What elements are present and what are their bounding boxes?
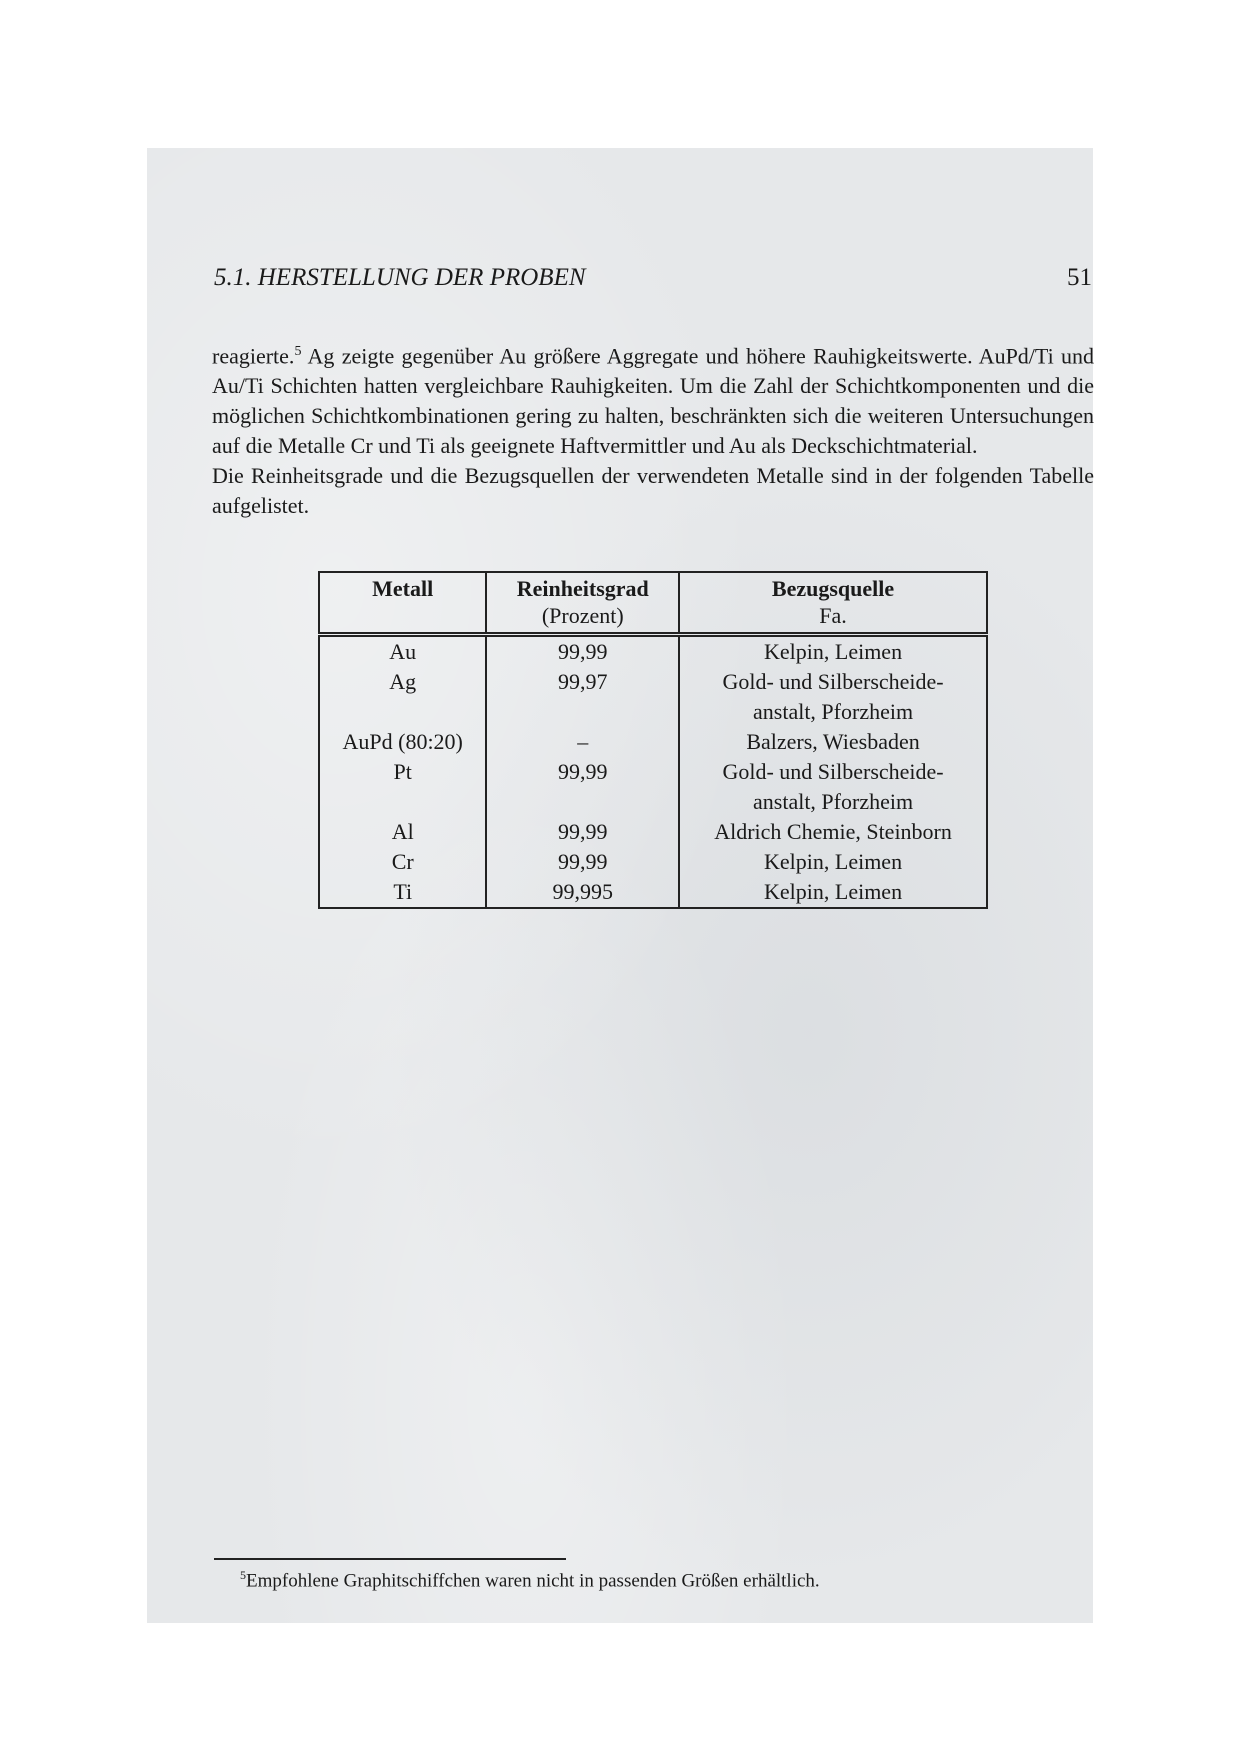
header-purity-label: Reinheitsgrad [516,576,649,601]
page-number: 51 [1067,264,1092,291]
cell-source-line: Gold- und Silberscheide- [722,758,944,784]
cell-source [679,847,987,877]
cell-metal: Pt [319,757,486,817]
paragraph-1-rest: Ag zeigte gegenüber Au größere Aggregate und höhere Rauhigkeitswerte. AuPd/Ti und Au/Ti Schichten hatten vergleichbare Rauhigkeiten. Um die Zahl der Schichtkomponenten und die möglichen Schichtkombinationen gering zu halten, beschränkten sich die weiteren Untersuchungen auf die Metalle Cr und Ti als geeignete Haftvermittler und Au als Deckschichtmaterial. [212,343,1094,459]
cell-purity: 99,99 [486,634,679,667]
cell-metal: Ag [319,667,486,727]
cell-source [679,877,987,908]
section-title: 5.1. HERSTELLUNG DER PROBEN [214,264,586,291]
body-text [212,337,1094,521]
table-row [319,667,987,727]
cell-purity: 99,97 [486,667,679,727]
cell-metal: Ti [319,877,486,908]
footnote-marker: 5 [240,1568,246,1582]
cell-purity: 99,99 [486,817,679,847]
cell-purity: 99,99 [486,847,679,877]
cell-source [679,667,987,727]
header-source-sub: Fa. [819,603,847,628]
header-source [679,572,987,634]
table-row [319,877,987,908]
paragraph-2: Die Reinheitsgrade und die Bezugsquellen der verwendeten Metalle sind in der folgenden Tabelle aufgelistet. [212,463,1094,519]
cell-source [679,817,987,847]
cell-purity: 99,99 [486,757,679,817]
paragraph-1-start: reagierte. [212,343,295,369]
table-row [319,847,987,877]
cell-source [679,727,987,757]
footnote-rule [214,1558,566,1560]
cell-source-line: Balzers, Wiesbaden [746,728,920,754]
table-header-row [319,572,987,634]
table-row [319,634,987,667]
table-row [319,757,987,817]
metals-table-container [318,571,988,907]
cell-source [679,634,987,667]
header-metal-label: Metall [372,576,434,601]
header-purity [486,572,679,634]
cell-source-line: Kelpin, Leimen [764,848,903,874]
header-metal [319,572,486,634]
cell-source-line: Gold- und Silberscheide- [722,668,944,694]
cell-source-line: Aldrich Chemie, Steinborn [714,818,952,844]
header-source-label: Bezugsquelle [771,576,895,601]
cell-purity: – [486,727,679,757]
cell-metal: Al [319,817,486,847]
metals-table [318,571,988,909]
cell-source-line: anstalt, Pforzheim [753,698,914,724]
cell-source-line: Kelpin, Leimen [764,638,903,664]
cell-source [679,757,987,817]
table-header [319,572,987,634]
header-purity-unit: (Prozent) [541,603,624,628]
running-header [214,264,1092,300]
cell-source-line: Kelpin, Leimen [764,878,903,904]
cell-source-line: anstalt, Pforzheim [753,788,914,814]
cell-metal: Au [319,634,486,667]
footnote-reference: 5 [294,344,302,359]
footnote [240,1568,820,1592]
cell-metal: Cr [319,847,486,877]
cell-metal: AuPd (80:20) [319,727,486,757]
footnote-text: Empfohlene Graphitschiffchen waren nicht in passenden Größen erhältlich. [246,1570,820,1592]
table-body [319,634,987,908]
cell-purity: 99,995 [486,877,679,908]
table-row [319,727,987,757]
table-row [319,817,987,847]
paragraph-1 [212,337,1094,461]
